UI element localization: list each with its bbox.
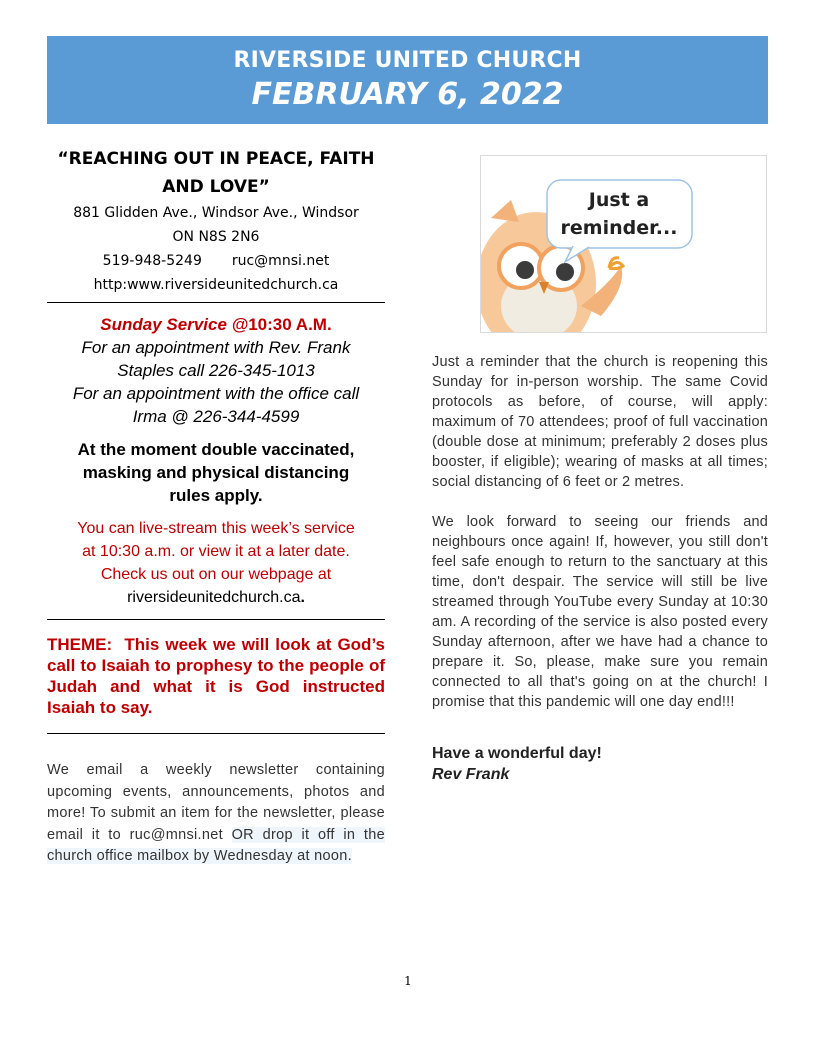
newsletter-text: We email a weekly newsletter containing upcoming events, announcements, photos and more! To submit an item for the newsletter, please email it to ruc@mnsi.net [47,762,385,843]
theme-section [47,634,385,718]
right-column [432,352,768,785]
owl-illustration [481,156,766,332]
church-name: RIVERSIDE UNITED CHURCH [233,48,582,73]
rev-appointment: Staples call 226-345-1013 [117,361,315,380]
signature-name: Rev Frank [432,766,510,783]
motto-line: “REACHING OUT IN PEACE, FAITH [57,149,375,169]
bubble-text-line1: Just a [588,189,650,211]
livestream-website-link[interactable]: riversideunitedchurch.ca [127,589,301,606]
address-line: ON N8S 2N6 [172,229,260,245]
period: . [300,589,305,606]
theme-label: THEME: [47,635,113,654]
website-link[interactable]: http:www.riversideunitedchurch.ca [93,277,339,293]
livestream-line: You can live-stream this week’s service [77,520,355,537]
service-info [47,313,385,428]
office-appointment: Irma @ 226-344-4599 [132,407,300,426]
page-number: 1 [404,974,412,988]
divider [47,619,385,620]
newsletter-note [47,760,385,868]
closing-signature [432,743,768,785]
rev-appointment: For an appointment with Rev. Frank [81,338,351,357]
service-time [47,313,385,336]
bubble-text-line2: reminder... [560,217,678,239]
left-column [47,145,385,868]
divider [47,302,385,303]
motto-line: AND LOVE” [162,177,270,197]
theme-text: This week we will look at God’s call to Isaiah to prophesy to the people of Judah and what it is God instructed Isaiah to say. [47,635,385,717]
closing-text: Have a wonderful day! [432,745,602,762]
contact-info [47,201,385,297]
owl-pupil [516,261,534,279]
phone-email-line [47,249,385,273]
livestream-line: Check us out on our webpage at [100,566,332,583]
message-paragraph: Just a reminder that the church is reopening this Sunday for in-person worship. The same Covid protocols as before, of course, will apply: maximum of 70 attendees; proof of full vaccination (double dose at minimum; preferably 2 doses plus booster, if eligible); wearing of masks at all times; social distancing of 6 feet or 2 metres. [432,354,768,490]
rules-line: masking and physical distancing [82,463,350,482]
covid-rules [47,438,385,507]
newsletter-highlight: OR drop it off in the church office mailbox by Wednesday at noon. [47,826,385,864]
livestream-info [47,517,385,609]
rules-line: At the moment double vaccinated, [77,440,355,459]
owl-ear [491,200,519,222]
owl-pupil [556,263,574,281]
service-time-label: Sunday Service @ [100,315,249,334]
church-motto [47,145,385,201]
service-time-value: 10:30 A.M. [248,315,332,334]
livestream-website [47,586,385,609]
message-paragraph: We look forward to seeing our friends and neighbours once again! If, however, you still don't feel safe enough to return to the sanctuary at this time, don't despair. The service will still be live streamed through YouTube every Sunday at 10:30 am. A recording of the service is also posted every Sunday afternoon, after we have had a chance to prepare it. So, please, make sure you remain connected to all that's going on at the church! I promise that this pandemic will one day end!!! [432,514,768,710]
divider [47,733,385,734]
header-banner [47,36,768,124]
phone-number: 519-948-5249 [102,253,202,269]
email-address[interactable]: ruc@mnsi.net [231,253,330,269]
office-appointment: For an appointment with the office call [72,384,360,403]
reminder-owl-image [480,155,767,333]
bulletin-date: FEBRUARY 6, 2022 [251,77,564,112]
rules-line: rules apply. [169,486,263,505]
ribbon-icon [609,258,623,269]
livestream-line: at 10:30 a.m. or view it at a later date. [82,543,350,560]
address-line: 881 Glidden Ave., Windsor Ave., Windsor [73,205,359,221]
